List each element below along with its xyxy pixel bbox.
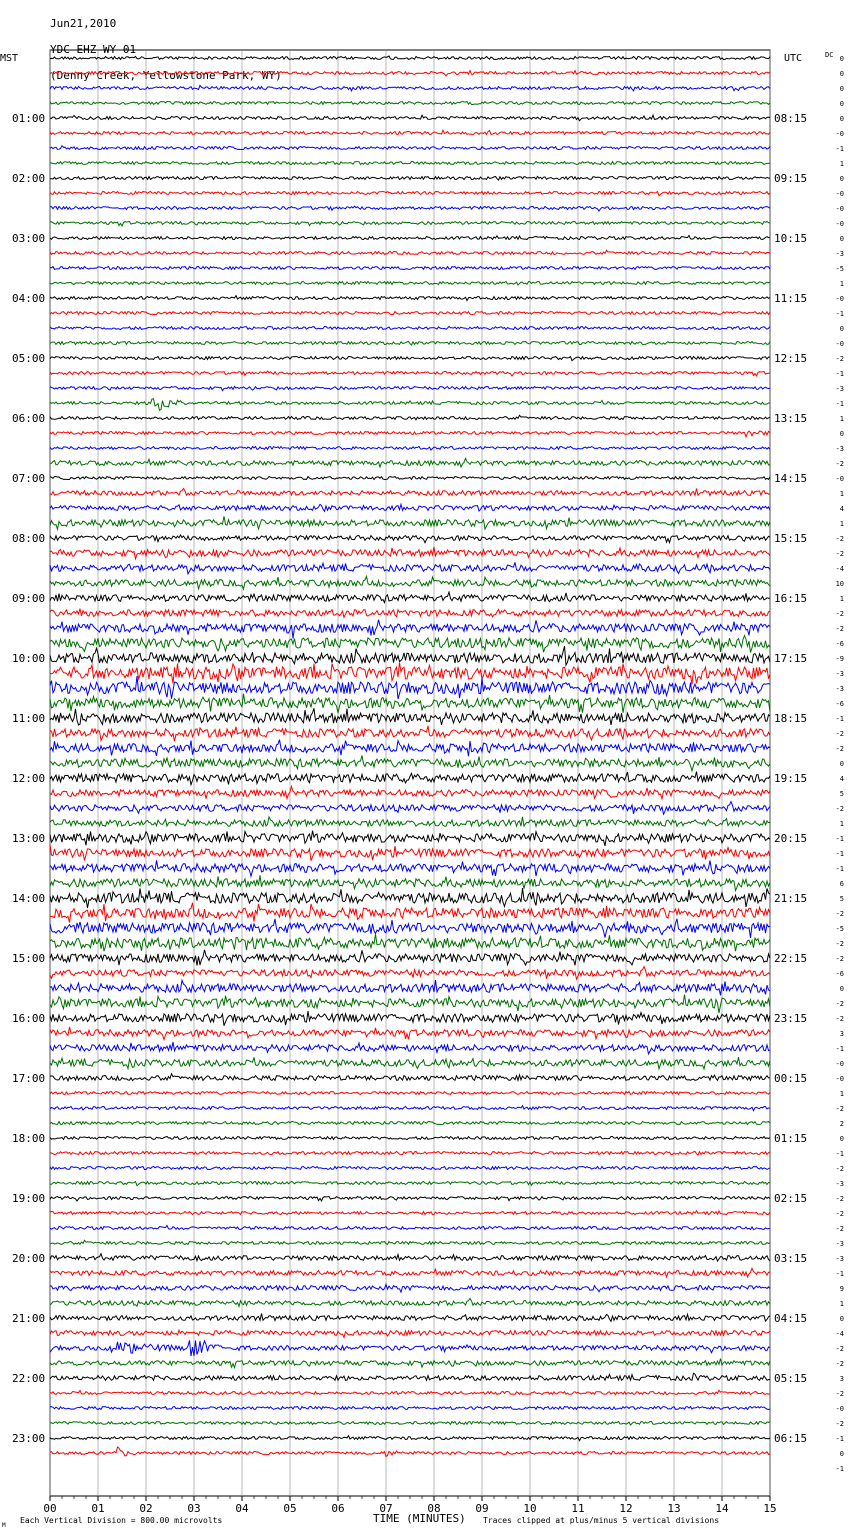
x-tick-label: 01: [91, 1502, 105, 1515]
dc-offset-label: 6: [839, 880, 844, 888]
utc-hour-label: 02:15: [774, 1192, 808, 1205]
seismic-trace: [50, 934, 770, 951]
dc-offset-label: 2: [839, 1120, 844, 1128]
seismic-trace: [50, 1167, 770, 1170]
dc-offset-label: -2: [835, 940, 844, 948]
seismic-trace: [50, 387, 770, 391]
dc-offset-label: -1: [835, 850, 844, 858]
seismic-trace: [50, 1122, 770, 1125]
dc-offset-label: -3: [835, 250, 844, 258]
seismic-trace: [50, 56, 770, 60]
seismic-trace: [50, 1314, 770, 1322]
dc-offset-label: 1: [839, 820, 844, 828]
seismic-trace: [50, 676, 770, 699]
dc-offset-label: -1: [835, 1150, 844, 1158]
seismic-trace: [50, 1330, 770, 1337]
utc-hour-label: 21:15: [774, 892, 808, 905]
mst-hour-label: 16:00: [12, 1012, 46, 1025]
mst-hour-label: 23:00: [12, 1432, 46, 1445]
utc-hour-label: 20:15: [774, 832, 808, 845]
dc-offset-label: 0: [839, 760, 844, 768]
dc-offset-label: 1: [839, 490, 844, 498]
seismic-trace: [50, 903, 770, 923]
dc-offset-label: 9: [839, 1285, 844, 1293]
seismic-trace: [50, 708, 770, 725]
utc-hour-label: 15:15: [774, 532, 808, 545]
dc-offset-label: 4: [839, 775, 844, 783]
seismic-trace: [50, 1254, 770, 1261]
utc-hour-label: 17:15: [774, 652, 808, 665]
dc-offset-label: 0: [839, 175, 844, 183]
mst-hour-label: 05:00: [12, 352, 46, 365]
seismic-trace: [50, 447, 770, 451]
utc-hour-label: 09:15: [774, 172, 808, 185]
seismic-trace: [50, 357, 770, 361]
seismic-trace: [50, 115, 770, 121]
dc-offset-label: -6: [835, 970, 844, 978]
dc-offset-label: -0: [835, 475, 844, 483]
seismic-trace: [50, 130, 770, 134]
dc-offset-label: 0: [839, 55, 844, 63]
x-tick-label: 02: [139, 1502, 153, 1515]
seismic-trace: [50, 1340, 770, 1356]
clip-note: Traces clipped at plus/minus 5 vertical divisions: [483, 1516, 720, 1525]
seismic-trace: [50, 576, 770, 589]
dc-offset-label: 0: [839, 70, 844, 78]
dc-offset-label: -2: [835, 910, 844, 918]
seismic-trace: [50, 222, 770, 226]
seismic-trace: [50, 504, 770, 511]
x-tick-label: 03: [187, 1502, 201, 1515]
utc-axis-label: UTC: [784, 53, 803, 64]
seismic-trace: [50, 562, 770, 574]
seismic-trace: [50, 399, 770, 411]
dc-offset-label: -1: [835, 1465, 844, 1473]
dc-offset-label: -0: [835, 130, 844, 138]
dc-offset-label: 4: [839, 505, 844, 513]
seismic-traces: [50, 56, 770, 1457]
x-tick-label: 04: [235, 1502, 249, 1515]
mst-hour-label: 17:00: [12, 1072, 46, 1085]
utc-hour-label: 04:15: [774, 1312, 808, 1325]
seismic-trace: [50, 192, 770, 196]
seismic-trace: [50, 1074, 770, 1081]
dc-offset-label: -3: [835, 1240, 844, 1248]
dc-offset-label: -2: [835, 1345, 844, 1353]
seismic-trace: [50, 85, 770, 91]
dc-offset-label: 5: [839, 895, 844, 903]
seismic-trace: [50, 1436, 770, 1441]
utc-hour-label: 06:15: [774, 1432, 808, 1445]
dc-offset-label: -2: [835, 730, 844, 738]
x-tick-label: 14: [715, 1502, 729, 1515]
utc-hour-label: 16:15: [774, 592, 808, 605]
seismic-trace: [50, 431, 770, 437]
corner-mark: M: [2, 1522, 6, 1529]
dc-offset-label: -3: [835, 385, 844, 393]
seismic-trace: [50, 802, 770, 815]
seismic-trace: [50, 176, 770, 180]
seismic-trace: [50, 609, 770, 618]
seismic-trace: [50, 756, 770, 771]
title-location: (Denny Creek, Yellowstone Park, WY): [50, 69, 282, 82]
seismic-trace: [50, 1373, 770, 1380]
x-tick-label: 15: [763, 1502, 777, 1515]
dc-offset-label: -3: [835, 1255, 844, 1263]
dc-offset-label: 3: [839, 1375, 844, 1383]
dc-offset-label: -1: [835, 145, 844, 153]
dc-offset-label: -1: [835, 1045, 844, 1053]
seismic-trace: [50, 860, 770, 876]
dc-offset-label: -1: [835, 1435, 844, 1443]
seismic-trace: [50, 1268, 770, 1277]
seismic-trace: [50, 726, 770, 741]
seismic-trace: [50, 1106, 770, 1111]
seismic-trace: [50, 772, 770, 785]
x-tick-label: 13: [667, 1502, 681, 1515]
dc-offset-label: -0: [835, 220, 844, 228]
dc-offset-label: 0: [839, 85, 844, 93]
mst-hour-label: 12:00: [12, 772, 46, 785]
dc-offset-label: -9: [835, 655, 844, 663]
scale-note: Each Vertical Division = 800.00 microvolts: [20, 1516, 223, 1525]
dc-offset-label: -0: [835, 295, 844, 303]
dc-offset-label: -4: [835, 1330, 844, 1338]
seismic-trace: [50, 296, 770, 301]
seismic-trace: [50, 535, 770, 543]
dc-offset-label: 0: [839, 985, 844, 993]
mst-hour-label: 09:00: [12, 592, 46, 605]
utc-hour-label: 10:15: [774, 232, 808, 245]
x-tick-label: 09: [475, 1502, 489, 1515]
dc-offset-label: -2: [835, 610, 844, 618]
dc-offset-label: -0: [835, 1060, 844, 1068]
x-tick-label: 12: [619, 1502, 633, 1515]
mst-hour-label: 22:00: [12, 1372, 46, 1385]
seismic-trace: [50, 371, 770, 376]
utc-hour-label: 01:15: [774, 1132, 808, 1145]
dc-offset-label: -0: [835, 205, 844, 213]
seismic-trace: [50, 250, 770, 255]
utc-hour-label: 03:15: [774, 1252, 808, 1265]
dc-offset-label: -1: [835, 1270, 844, 1278]
seismic-trace: [50, 282, 770, 286]
seismic-trace: [50, 341, 770, 345]
mst-hour-label: 03:00: [12, 232, 46, 245]
seismic-trace: [50, 146, 770, 150]
utc-hour-label: 18:15: [774, 712, 808, 725]
x-tick-label: 07: [379, 1502, 393, 1515]
dc-offset-label: -4: [835, 565, 844, 573]
seismic-trace: [50, 458, 770, 467]
seismic-trace: [50, 1137, 770, 1140]
seismic-trace: [50, 663, 770, 685]
dc-offset-label: -3: [835, 445, 844, 453]
utc-hour-label: 23:15: [774, 1012, 808, 1025]
mst-hour-label: 20:00: [12, 1252, 46, 1265]
mst-hour-label: 13:00: [12, 832, 46, 845]
seismic-trace: [50, 1211, 770, 1215]
utc-hour-label: 19:15: [774, 772, 808, 785]
x-tick-label: 10: [523, 1502, 537, 1515]
seismic-trace: [50, 980, 770, 995]
seismic-trace: [50, 817, 770, 827]
seismic-trace: [50, 888, 770, 908]
dc-offset-label: -0: [835, 1075, 844, 1083]
dc-offset-label: -3: [835, 1180, 844, 1188]
seismic-trace: [50, 995, 770, 1013]
seismic-trace: [50, 477, 770, 480]
dc-offset-label: -1: [835, 715, 844, 723]
x-tick-label: 06: [331, 1502, 345, 1515]
seismic-trace: [50, 1151, 770, 1155]
seismic-trace: [50, 236, 770, 240]
utc-hour-label: 00:15: [774, 1072, 808, 1085]
seismic-trace: [50, 267, 770, 270]
seismic-trace: [50, 1057, 770, 1069]
dc-offset-label: 1: [839, 520, 844, 528]
seismic-trace: [50, 592, 770, 603]
seismic-trace: [50, 162, 770, 165]
utc-hour-label: 13:15: [774, 412, 808, 425]
seismic-trace: [50, 831, 770, 846]
dc-offset-label: -3: [835, 685, 844, 693]
dc-label: DC: [825, 51, 834, 59]
seismic-trace: [50, 845, 770, 861]
dc-offset-label: 5: [839, 790, 844, 798]
dc-offset-label: 0: [839, 100, 844, 108]
dc-offset-label: 0: [839, 430, 844, 438]
mst-hour-label: 02:00: [12, 172, 46, 185]
mst-hour-label: 15:00: [12, 952, 46, 965]
dc-offset-label: -0: [835, 340, 844, 348]
dc-offset-label: -2: [835, 1105, 844, 1113]
utc-hour-label: 12:15: [774, 352, 808, 365]
seismic-trace: [50, 1181, 770, 1186]
title-date: Jun21,2010: [50, 17, 117, 30]
seismic-trace: [50, 967, 770, 980]
mst-hour-label: 06:00: [12, 412, 46, 425]
dc-offset-label: 0: [839, 1135, 844, 1143]
dc-offset-label: -2: [835, 625, 844, 633]
dc-offset-label: -0: [835, 1405, 844, 1413]
mst-hour-label: 01:00: [12, 112, 46, 125]
dc-offset-label: 1: [839, 160, 844, 168]
dc-offset-label: -2: [835, 1195, 844, 1203]
dc-offset-label: -2: [835, 1000, 844, 1008]
seismic-trace: [50, 1226, 770, 1230]
utc-hour-label: 22:15: [774, 952, 808, 965]
seismic-trace: [50, 1284, 770, 1292]
dc-offset-label: -2: [835, 1210, 844, 1218]
x-tick-label: 00: [43, 1502, 57, 1515]
dc-offset-label: -2: [835, 550, 844, 558]
seismic-trace: [50, 1359, 770, 1368]
x-tick-label: 11: [571, 1502, 585, 1515]
dc-offset-label: 0: [839, 235, 844, 243]
mst-hour-label: 04:00: [12, 292, 46, 305]
dc-offset-label: -2: [835, 1015, 844, 1023]
mst-hour-label: 18:00: [12, 1132, 46, 1145]
dc-offset-label: 1: [839, 415, 844, 423]
seismic-trace: [50, 516, 770, 529]
dc-offset-label: 0: [839, 1315, 844, 1323]
utc-hour-label: 08:15: [774, 112, 808, 125]
dc-offset-label: -6: [835, 640, 844, 648]
dc-offset-label: 1: [839, 280, 844, 288]
dc-offset-label: -2: [835, 535, 844, 543]
mst-axis-label: MST: [0, 53, 19, 64]
dc-offset-label: 0: [839, 115, 844, 123]
x-tick-label: 08: [427, 1502, 441, 1515]
seismic-trace: [50, 875, 770, 890]
seismic-trace: [50, 547, 770, 559]
dc-offset-label: -1: [835, 865, 844, 873]
dc-offset-label: -2: [835, 805, 844, 813]
seismic-trace: [50, 488, 770, 495]
seismic-trace: [50, 1390, 770, 1395]
dc-offset-label: -2: [835, 1165, 844, 1173]
seismic-trace: [50, 312, 770, 315]
dc-offset-label: -1: [835, 835, 844, 843]
seismic-trace: [50, 102, 770, 105]
dc-offset-label: -2: [835, 955, 844, 963]
mst-hour-label: 21:00: [12, 1312, 46, 1325]
dc-offset-label: -3: [835, 670, 844, 678]
x-tick-label: 05: [283, 1502, 297, 1515]
utc-hour-label: 05:15: [774, 1372, 808, 1385]
dc-offset-label: 1: [839, 595, 844, 603]
title-station: YDC EHZ WY 01: [50, 43, 137, 56]
dc-offset-label: -2: [835, 745, 844, 753]
dc-offset-label: -2: [835, 1225, 844, 1233]
seismic-trace: [50, 1422, 770, 1426]
dc-offset-label: -2: [835, 1360, 844, 1368]
seismic-trace: [50, 1011, 770, 1026]
seismic-trace: [50, 1027, 770, 1040]
dc-offset-label: -2: [835, 355, 844, 363]
seismic-trace: [50, 1197, 770, 1202]
seismic-trace: [50, 787, 770, 799]
dc-offset-label: -5: [835, 925, 844, 933]
mst-hour-label: 19:00: [12, 1192, 46, 1205]
mst-hour-label: 10:00: [12, 652, 46, 665]
seismic-trace: [50, 327, 770, 330]
seismic-trace: [50, 950, 770, 966]
seismic-trace: [50, 1447, 770, 1456]
dc-offset-label: 0: [839, 325, 844, 333]
seismic-trace: [50, 1240, 770, 1244]
seismic-trace: [50, 694, 770, 713]
seismic-trace: [50, 71, 770, 76]
mst-hour-label: 07:00: [12, 472, 46, 485]
dc-offset-label: -0: [835, 190, 844, 198]
utc-hour-label: 11:15: [774, 292, 808, 305]
dc-offset-label: -5: [835, 265, 844, 273]
x-axis-title: TIME (MINUTES): [373, 1512, 466, 1525]
seismic-trace: [50, 1298, 770, 1306]
seismic-trace: [50, 740, 770, 757]
dc-offset-label: -6: [835, 700, 844, 708]
dc-offset-label: -1: [835, 370, 844, 378]
mst-hour-label: 14:00: [12, 892, 46, 905]
dc-offset-label: 0: [839, 1450, 844, 1458]
mst-hour-label: 08:00: [12, 532, 46, 545]
dc-offset-label: 10: [835, 580, 844, 588]
mst-hour-label: 11:00: [12, 712, 46, 725]
dc-offset-label: 1: [839, 1090, 844, 1098]
seismic-trace: [50, 646, 770, 665]
seismic-trace: [50, 636, 770, 653]
seismic-trace: [50, 206, 770, 211]
dc-offset-label: 3: [839, 1030, 844, 1038]
seismic-trace: [50, 620, 770, 639]
seismic-trace: [50, 1092, 770, 1095]
utc-hour-label: 14:15: [774, 472, 808, 485]
axis-labels: [0, 51, 844, 1529]
seismic-trace: [50, 1042, 770, 1054]
dc-offset-label: -2: [835, 460, 844, 468]
seismic-trace: [50, 415, 770, 420]
dc-offset-label: -1: [835, 400, 844, 408]
dc-offset-label: -2: [835, 1420, 844, 1428]
seismic-trace: [50, 1407, 770, 1410]
dc-offset-label: 1: [839, 1300, 844, 1308]
seismic-trace: [50, 919, 770, 938]
dc-offset-label: -2: [835, 1390, 844, 1398]
dc-offset-label: -1: [835, 310, 844, 318]
